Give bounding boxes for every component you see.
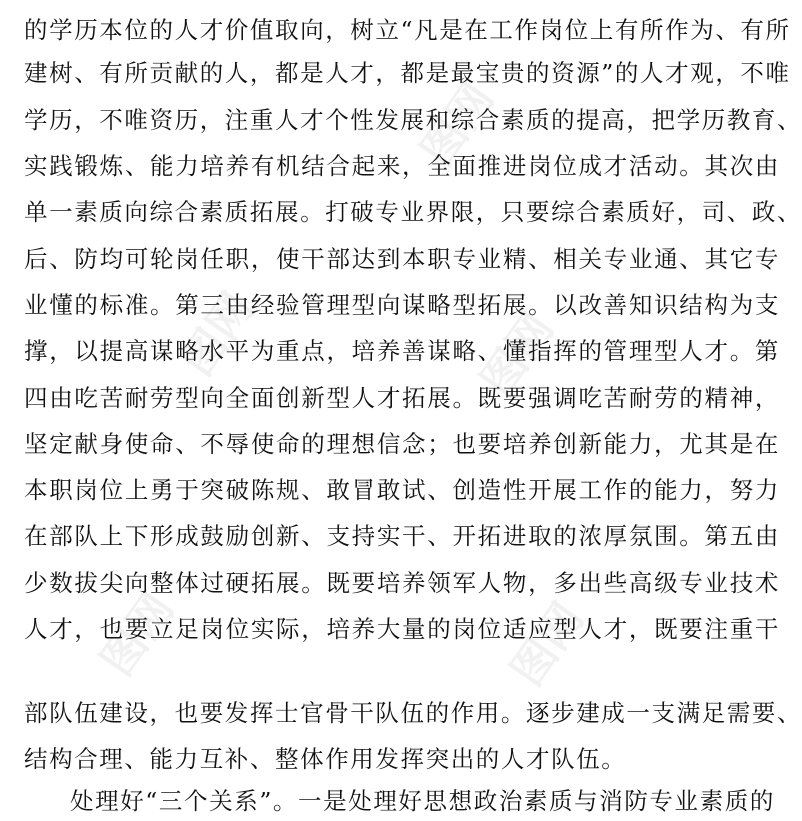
text-line: 坚定献身使命、不辱使命的理想信念；也要培养创新能力，尤其是在 — [24, 430, 780, 458]
text-line: 实践锻炼、能力培养有机结合起来，全面推进岗位成才活动。其次由 — [24, 152, 780, 180]
text-line: 在部队上下形成鼓励创新、支持实干、开拓进取的浓厚氛围。第五由 — [24, 522, 780, 550]
text-line: 部队伍建设，也要发挥士官骨干队伍的作用。逐步建成一支满足需要、 — [24, 699, 802, 727]
text-line: 单一素质向综合素质拓展。打破专业界限，只要综合素质好，司、政、 — [24, 198, 802, 226]
text-line: 建树、有所贡献的人，都是人才，都是最宝贵的资源”的人才观，不唯 — [24, 59, 791, 87]
watermark: 图网 — [171, 283, 264, 386]
watermark: 图网 — [501, 593, 594, 696]
text-line: 结构合理、能力互补、整体作用发挥突出的人才队伍。 — [24, 745, 627, 773]
watermark: 图网 — [411, 73, 504, 176]
text-line: 撑，以提高谋略水平为重点，培养善谋略、懂指挥的管理型人才。第 — [24, 337, 780, 365]
text-line: 处理好“三个关系”。一是处理好思想政治素质与消防专业素质的 — [70, 787, 775, 815]
text-line: 的学历本位的人才价值取向，树立“凡是在工作岗位上有所作为、有所 — [24, 16, 791, 44]
text-line: 业懂的标准。第三由经验管理型向谋略型拓展。以改善知识结构为支 — [24, 291, 780, 319]
text-line: 人才，也要立足岗位实际，培养大量的岗位适应型人才，既要注重干 — [24, 615, 780, 643]
watermark: 图网 — [471, 303, 564, 406]
text-line: 本职岗位上勇于突破陈规、敢冒敢试、创造性开展工作的能力，努力 — [24, 476, 780, 504]
watermark: 图网 — [91, 583, 184, 686]
text-line: 后、防均可轮岗任职，使干部达到本职专业精、相关专业通、其它专 — [24, 245, 780, 273]
text-line: 学历，不唯资历，注重人才个性发展和综合素质的提高，把学历教育、 — [24, 106, 802, 134]
text-line: 四由吃苦耐劳型向全面创新型人才拓展。既要强调吃苦耐劳的精神， — [24, 384, 780, 412]
text-line: 少数拔尖向整体过硬拓展。既要培养领军人物，多出些高级专业技术 — [24, 569, 780, 597]
